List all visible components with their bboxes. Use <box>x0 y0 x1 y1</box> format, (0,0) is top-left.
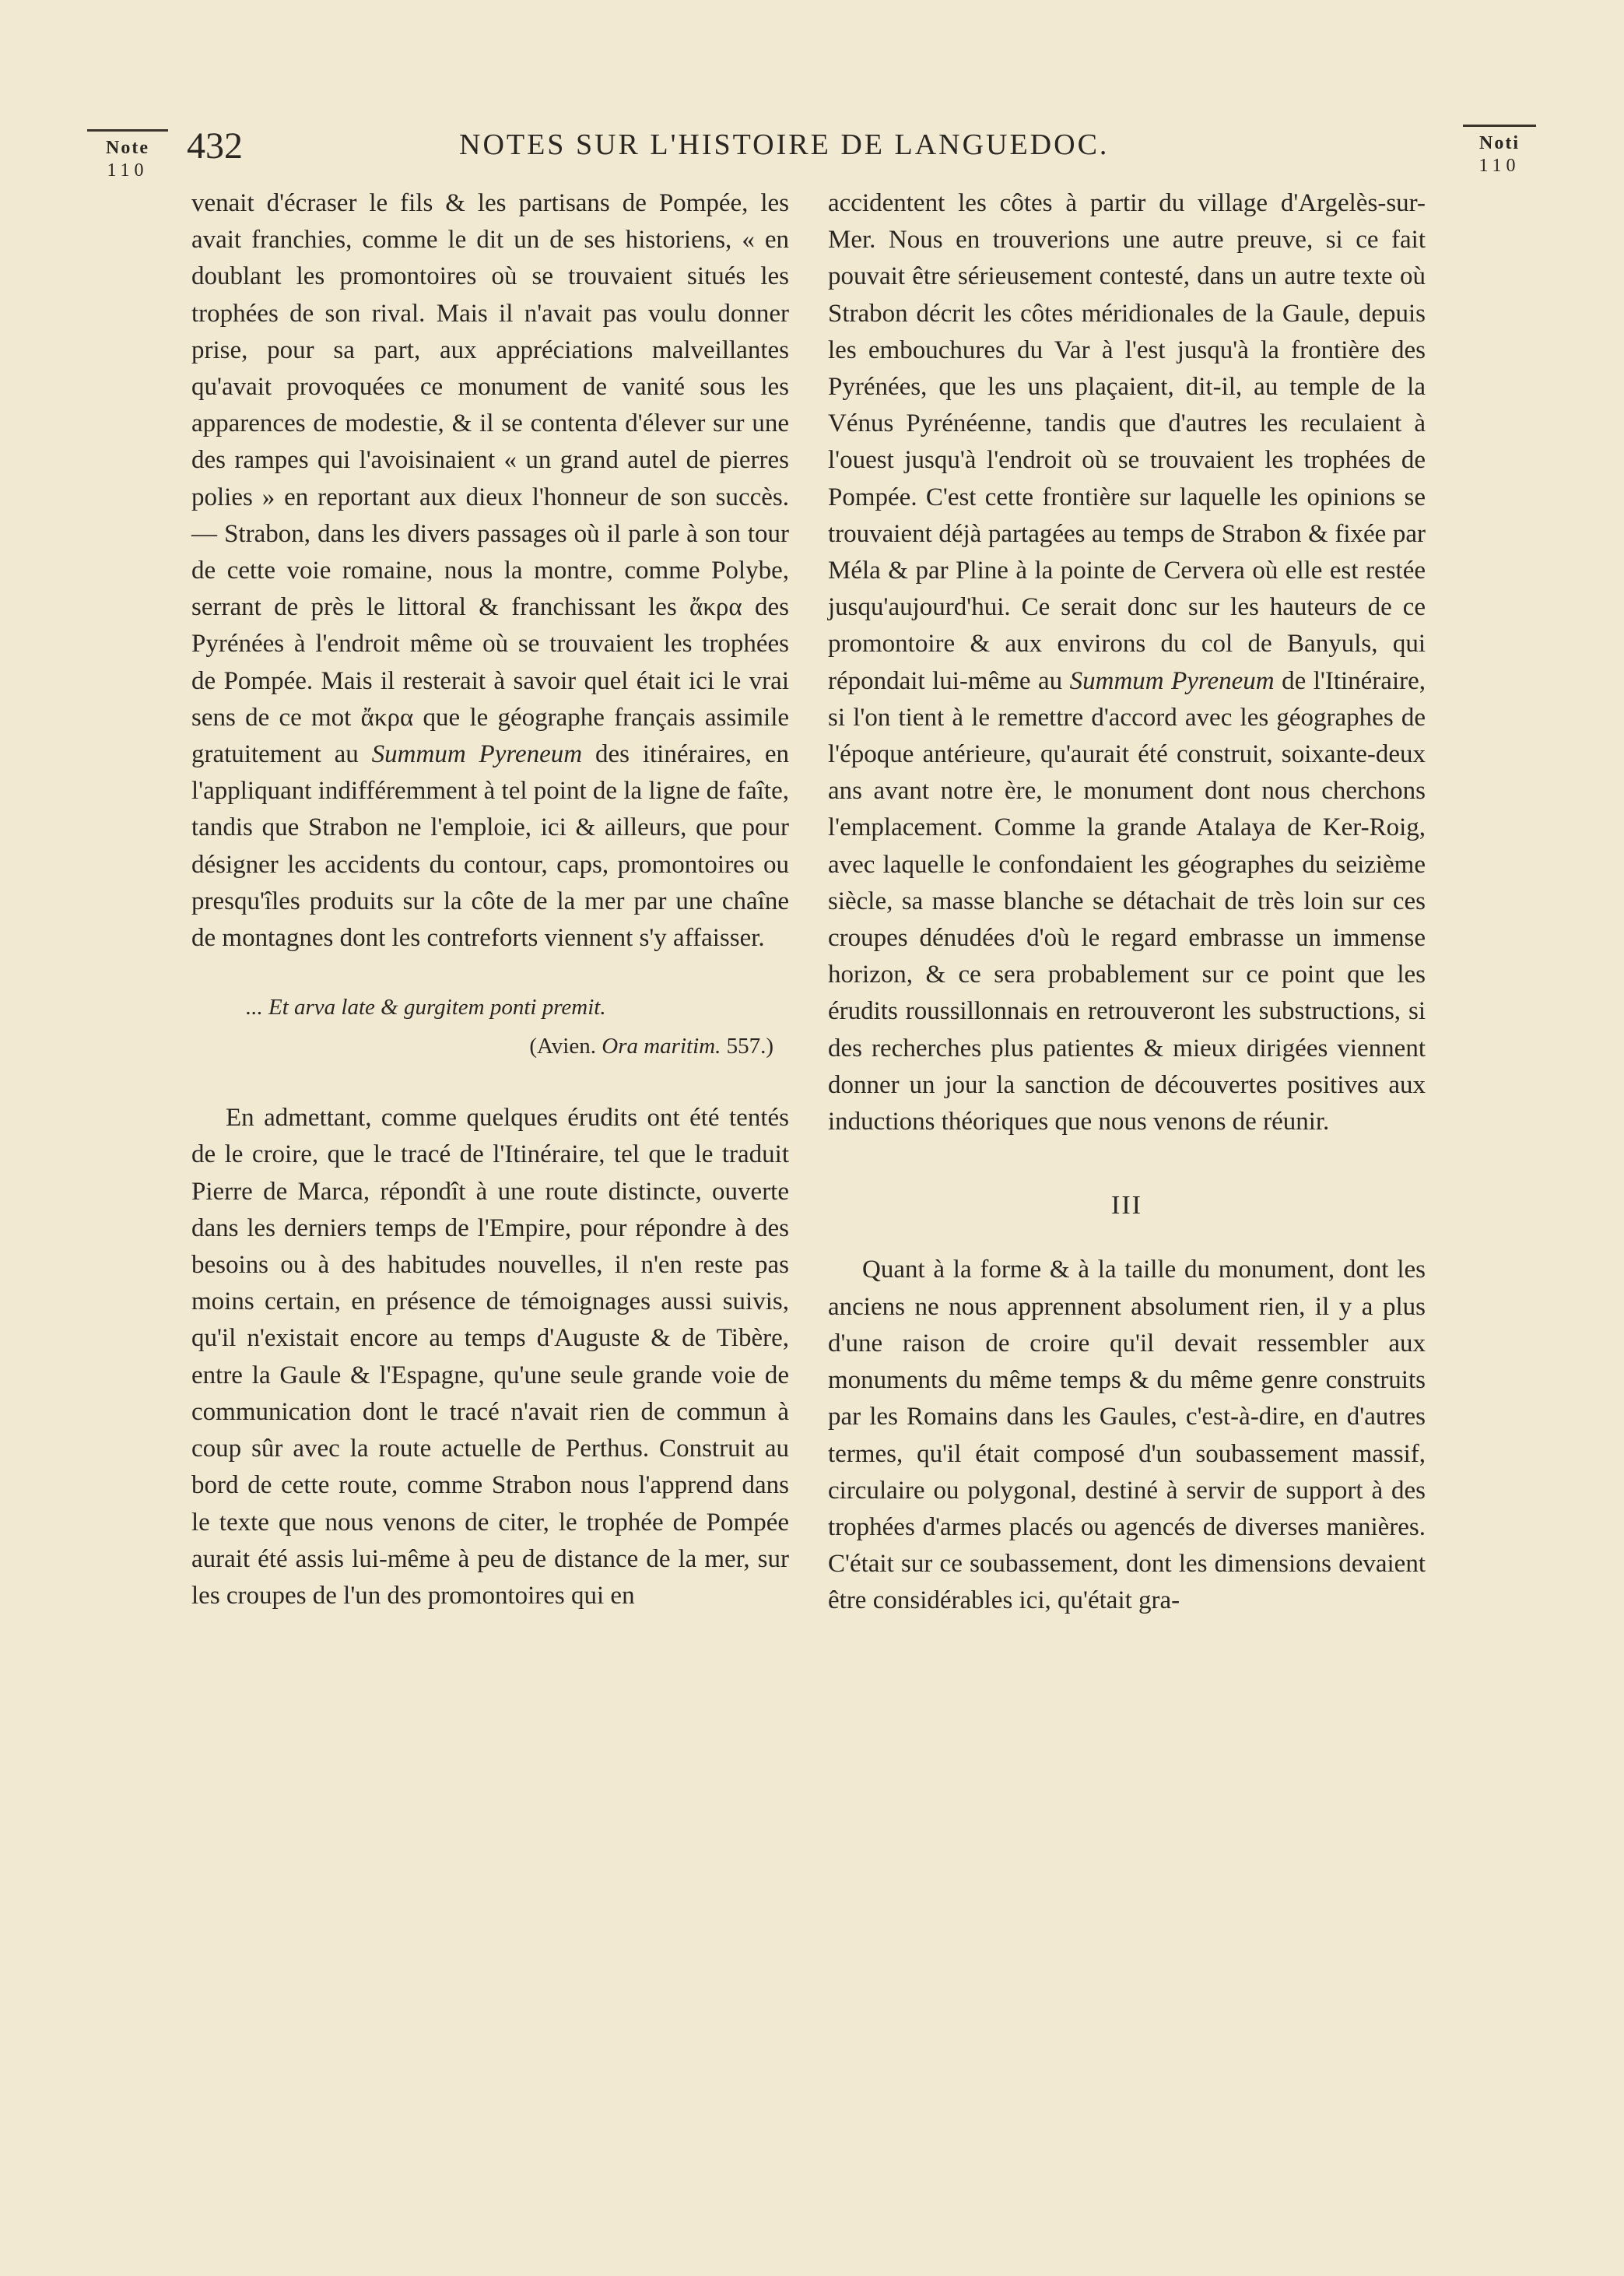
greek-word: ἄκρα <box>689 593 742 622</box>
running-title: NOTES SUR L'HISTOIRE DE LANGUEDOC. <box>459 128 1110 161</box>
margin-note-right <box>1463 125 1536 177</box>
margin-note-number: 110 <box>1478 156 1521 176</box>
margin-rule <box>87 129 168 132</box>
margin-note-number: 110 <box>107 160 149 181</box>
verse-quote <box>191 988 789 1066</box>
text-run: des itinéraires, en l'appliquant indifféremment à tel point de la ligne de faîte, tandis que Strabon ne l'emploie, ici & ailleurs, que pour désigner les accidents du contour, caps, promontoires ou presqu'îles produits sur la côte de la mer par une chaîne de montagnes dont les contreforts viennent s'y affaisser. <box>191 740 790 953</box>
paragraph: Quant à la forme & à la taille du monument, dont les anciens ne nous apprennent absolument rien, il y a plus d'une raison de croire qu'il devait ressembler aux monuments du même temps & du même genre construits par les Romains dans les Gaules, c'est-à-dire, en d'autres termes, qu'il était composé d'un soubassement massif, circulaire ou polygonal, destiné à servir de support à des trophées d'armes placés ou agencés de diverses manières. C'était sur ce soubassement, dont les dimensions devaient être considérables ici, qu'était gra- <box>828 1256 1426 1615</box>
margin-note-label: Noti <box>1479 133 1520 153</box>
text-run: venait d'écraser le fils & les partisans de Pompée, les avait franchies, comme le dit un de ses historiens, « en doublant les promontoires où se trouvaient situés les trophées de son rival. Mais il n'avait pas voulu donner prise, pour sa part, aux appréciations malveillantes qu'avait provoquées ce monument de vanité sous les apparences de modestie, & il se contenta d'élever sur une des rampes qui l'avoisinaient « un grand autel de pierres polies » en reportant aux dieux l'honneur de son succès. — Strabon, dans les divers passages où il parle à son tour de cette voie romaine, nous la montre, comme Polybe, serrant de près le littoral & franchissant les <box>191 189 789 622</box>
section-heading: III <box>1111 1191 1142 1221</box>
paragraph <box>191 185 789 957</box>
quote-citation <box>191 1027 789 1066</box>
margin-note-label: Note <box>106 138 149 158</box>
margin-note-left <box>87 129 168 181</box>
text-run: des Pyrénées à l'endroit même où se trouvaient les trophées de Pompée. Mais il resterait à savoir quel était ici le vrai sens de ce mot <box>191 593 790 732</box>
text-run: que le géographe français assimile gratuitement au <box>191 703 790 769</box>
citation-work: Ora maritim. <box>602 1034 721 1059</box>
italic-term: Summum Pyreneum <box>371 740 583 769</box>
citation-ref: 557.) <box>726 1034 773 1059</box>
citation-author: (Avien. <box>529 1034 596 1059</box>
left-column <box>191 185 789 1614</box>
right-column <box>828 185 1426 1620</box>
greek-word: ἄκρα <box>360 703 414 732</box>
paragraph <box>828 185 1426 1140</box>
quote-line: ... Et arva late & gurgitem ponti premit. <box>246 995 606 1020</box>
page-number: 432 <box>187 125 243 167</box>
text-run: de l'Itinéraire, si l'on tient à le remettre d'accord avec les géographes de l'époque antérieure, qu'aurait été construit, soixante-deux ans avant notre ère, le monument dont nous cherchons l'emplacement. Comme la grande Atalaya de Ker-Roig, avec laquelle le confondaient les géographes du seizième siècle, sa masse blanche se détachait de très loin sur ces croupes dénudées d'où le regard embrasse un immense horizon, & ce sera probablement sur ce point que les érudits roussillonnais en retrouveront les substructions, si des recherches plus patientes & mieux dirigées viennent donner un jour la sanction de découvertes positives aux inductions théoriques que nous venons de réunir. <box>828 666 1426 1136</box>
paragraph: En admettant, comme quelques érudits ont été tentés de le croire, que le tracé de l'Itinéraire, tel que le traduit Pierre de Marca, répondît à une route distincte, ouverte dans les derniers temps de l'Empire, pour répondre à des besoins ou à des habitudes nouvelles, il n'en reste pas moins certain, en présence de témoignages aussi suivis, qu'il n'existait encore au temps d'Auguste & de Tibère, entre la Gaule & l'Espagne, qu'une seule grande voie de communication dont le tracé n'avait rien de commun à coup sûr avec la route actuelle de Perthus. Construit au bord de cette route, comme Strabon nous l'apprend dans le texte que nous venons de citer, le trophée de Pompée aurait été assis lui-même à peu de distance de la mer, sur les croupes de l'un des promontoires qui en <box>191 1104 789 1610</box>
text-run: accidentent les côtes à partir du village d'Argelès-sur-Mer. Nous en trouverions une autre preuve, si ce fait pouvait être sérieusement contesté, dans un autre texte où Strabon décrit les côtes méridionales de la Gaule, depuis les embouchures du Var à l'est jusqu'à la frontière des Pyrénées, que les uns plaçaient, dit-il, au temple de la Vénus Pyrénéenne, tandis que d'autres les reculaient à l'ouest jusqu'à l'endroit où se trouvaient les trophées de Pompée. C'est cette frontière sur laquelle les opinions se trouvaient déjà partagées au temps de Strabon & fixée par Méla & par Pline à la pointe de Cervera où elle est restée jusqu'aujourd'hui. Ce serait donc sur les hauteurs de ce promontoire & aux environs du col de Banyuls, qui répondait lui-même au <box>828 189 1426 695</box>
italic-term: Summum Pyreneum <box>1069 666 1275 695</box>
margin-rule <box>1463 125 1536 127</box>
